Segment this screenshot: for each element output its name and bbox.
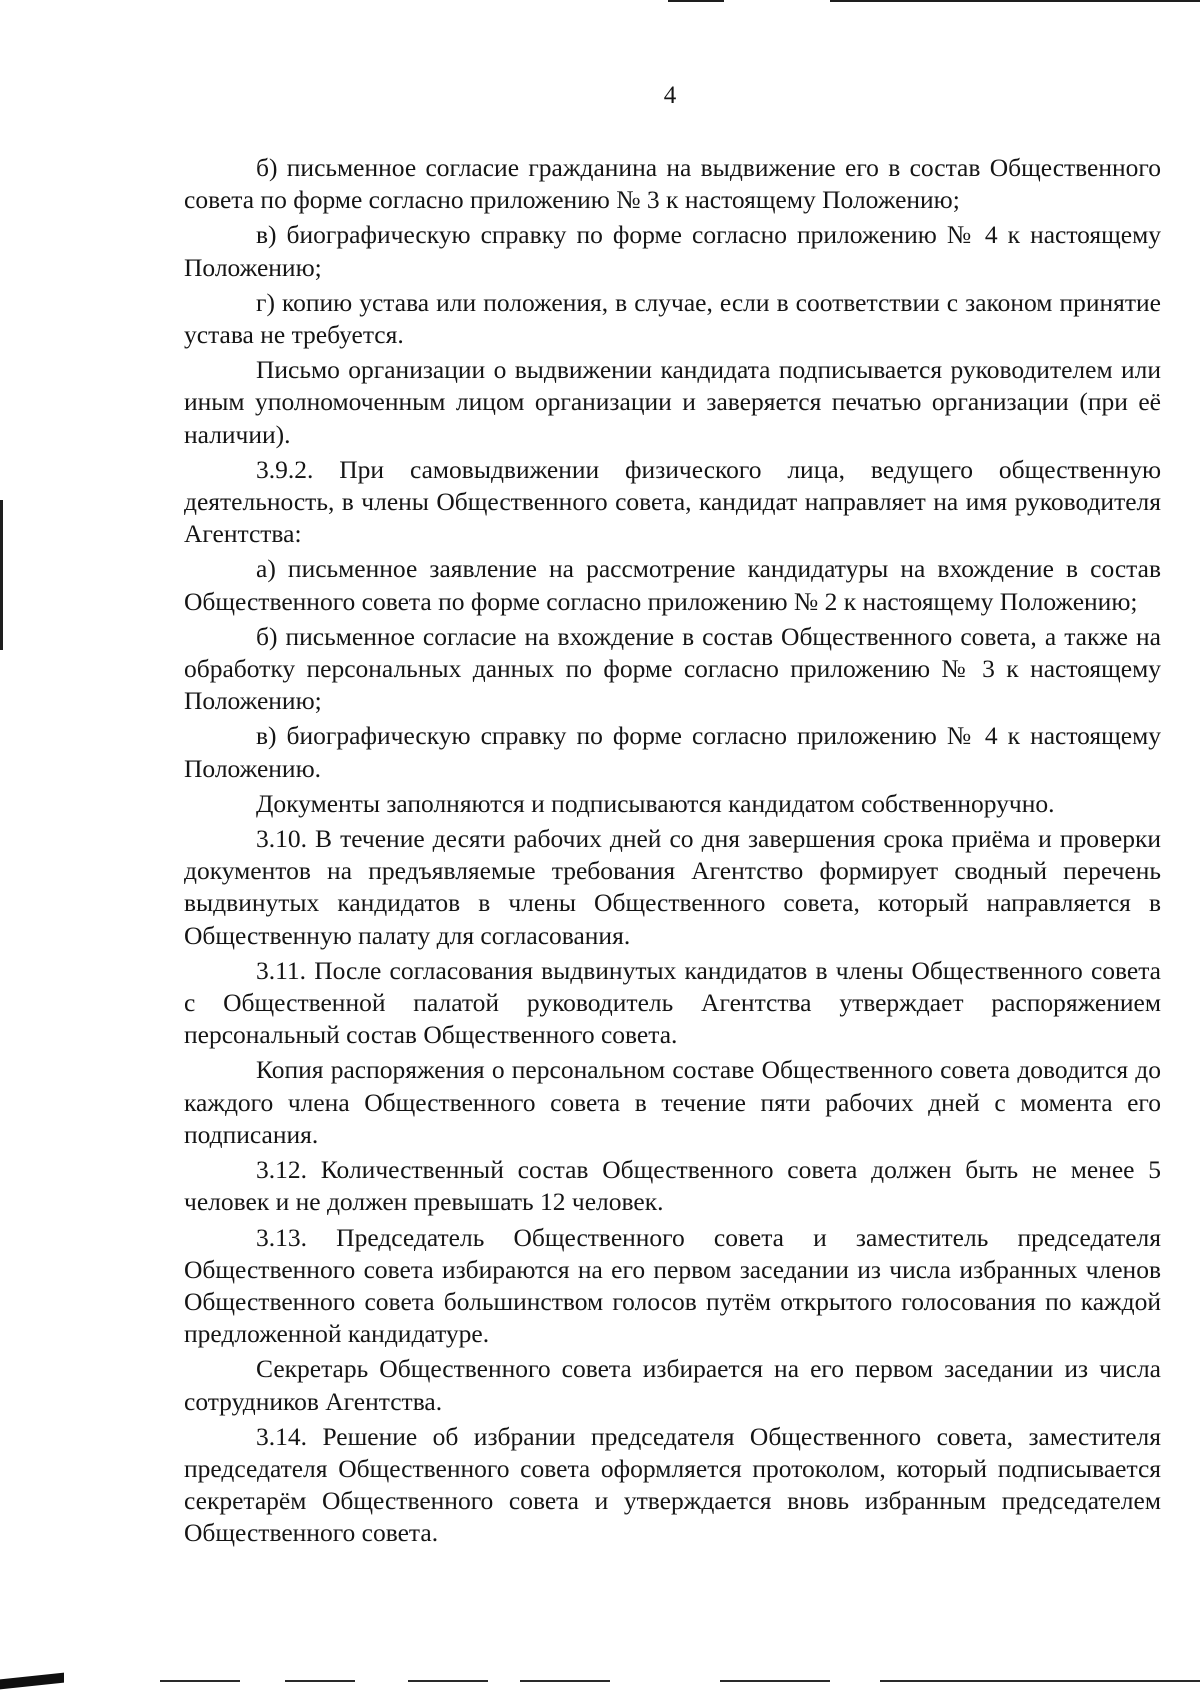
scan-artifact-top-left	[668, 0, 724, 2]
scan-artifact-bottom-rule	[520, 1680, 610, 1682]
paragraph-3-13: 3.13. Председатель Общественного совета и заместитель председателя Общественного совета избираются на его первом заседании из числа избранных членов Общественного совета большинством голосов путём открытого голосования по каждой предложенной кандидатуре.	[184, 1222, 1161, 1349]
paragraph-3-12: 3.12. Количественный состав Общественного совета должен быть не менее 5 человек и не должен превышать 12 человек.	[184, 1155, 1161, 1217]
paragraph-bio-reference-2: в) биографическую справку по форме согласно приложению № 4 к настоящему Положению.	[184, 721, 1161, 783]
paragraph-documents-signed: Документы заполняются и подписываются кандидатом собственноручно.	[256, 788, 1055, 818]
paragraph-organization-letter: Письмо организации о выдвижении кандидата подписывается руководителем или иным уполномоченным лицом организации и заверяется печатью организации (при её наличии).	[184, 355, 1161, 449]
paragraph-secretary: Секретарь Общественного совета избирается на его первом заседании из числа сотрудников Агентства.	[184, 1354, 1161, 1416]
scan-artifact-bottom-rule	[285, 1680, 355, 1682]
paragraph-order-copy: Копия распоряжения о персональном составе Общественного совета доводится до каждого члена Общественного совета в течение пяти рабочих дней с момента его подписания.	[184, 1055, 1161, 1149]
scan-artifact-top-right	[830, 0, 1200, 2]
paragraph-written-consent: б) письменное согласие на вхождение в состав Общественного совета, а также на обработку персональных данных по форме согласно приложению № 3 к настоящему Положению;	[184, 621, 1161, 716]
scan-artifact-bottom-rule	[880, 1680, 1200, 1682]
paragraph-3-11: 3.11. После согласования выдвинутых кандидатов в члены Общественного совета с Общественной палатой руководитель Агентства утверждает распоряжением персональный состав Общественного совета.	[184, 955, 1161, 1050]
scan-artifact-bottom-rule	[408, 1680, 488, 1682]
scan-artifact-corner	[0, 1673, 64, 1690]
scan-artifact-bottom-rule	[160, 1680, 240, 1682]
paragraph-3-10: 3.10. В течение десяти рабочих дней со дня завершения срока приёма и проверки документов на предъявляемые требования Агентство формирует сводный перечень выдвинутых кандидатов в члены Общественного совета, который направляется в Общественную палату для согласования.	[184, 824, 1161, 950]
paragraph-3-14: 3.14. Решение об избрании председателя Общественного совета, заместителя председателя Общественного совета оформляется протоколом, который подписывается секретарём Общественного совета и утверждается вновь избранным председателем Общественного совета.	[184, 1421, 1161, 1548]
paragraph-charter-copy: г) копию устава или положения, в случае, если в соответствии с законом принятие устава не требуется.	[184, 287, 1161, 350]
paragraph-consent-citizen: б) письменное согласие гражданина на выдвижение его в состав Общественного совета по форме согласно приложению № 3 к настоящему Положению;	[184, 153, 1161, 215]
paragraph-bio-reference: в) биографическую справку по форме согласно приложению № 4 к настоящему Положению;	[184, 220, 1161, 282]
scan-artifact-left-edge	[0, 500, 3, 650]
document-body	[184, 152, 1161, 1550]
paragraph-written-application: а) письменное заявление на рассмотрение кандидатуры на вхождение в состав Общественного совета по форме согласно приложению № 2 к настоящему Положению;	[184, 554, 1161, 616]
page-number: 4	[663, 82, 677, 109]
paragraph-3-9-2: 3.9.2. При самовыдвижении физического лица, ведущего общественную деятельность, в члены Общественного совета, кандидат направляет на имя руководителя Агентства:	[184, 454, 1161, 549]
scan-artifact-bottom-rule	[720, 1680, 830, 1682]
